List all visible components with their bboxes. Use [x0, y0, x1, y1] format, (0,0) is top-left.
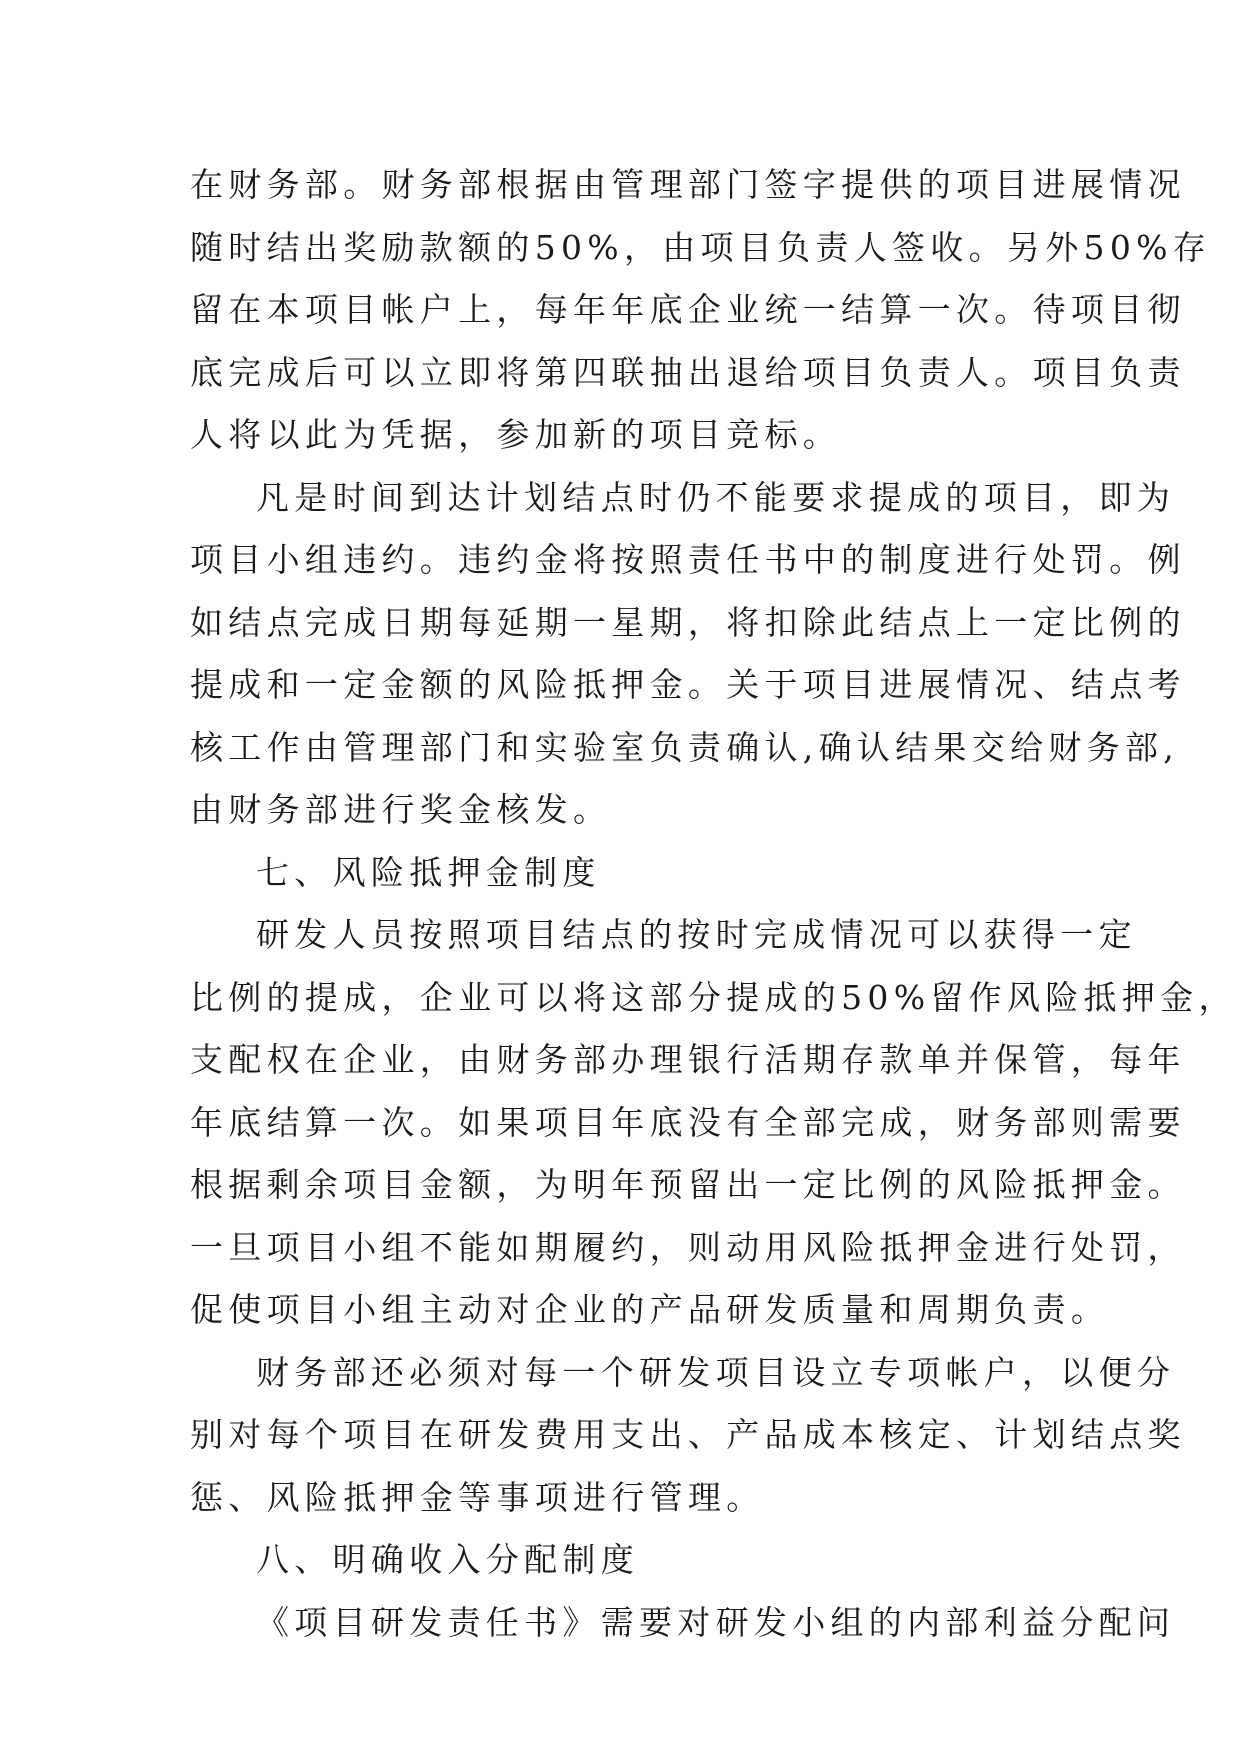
text-line: 随时结出奖励款额的50%，由项目负责人签收。另外50%存 — [190, 227, 1212, 267]
text-line: 惩、风险抵押金等事项进行管理。 — [190, 1477, 765, 1517]
text-line: 八、明确收入分配制度 — [256, 1540, 639, 1579]
text-line: 别对每个项目在研发费用支出、产品成本核定、计划结点奖 — [190, 1415, 1186, 1454]
text-line: 留在本项目帐户上，每年年底企业统一结算一次。待项目彻 — [190, 290, 1186, 329]
text-line: 由财务部进行奖金核发。 — [190, 790, 612, 829]
text-line: 底完成后可以立即将第四联抽出退给项目负责人。项目负责 — [190, 352, 1186, 392]
text-line: 支配权在企业，由财务部办理银行活期存款单并保管，每年 — [190, 1040, 1186, 1079]
text-line: 一旦项目小组不能如期履约，则动用风险抵押金进行处罚， — [190, 1227, 1186, 1267]
text-line: 七、风险抵押金制度 — [256, 852, 601, 892]
text-line: 核工作由管理部门和实验室负责确认,确认结果交给财务部, — [190, 727, 1180, 767]
text-line: 如结点完成日期每延期一星期，将扣除此结点上一定比例的 — [190, 602, 1186, 642]
text-line: 在财务部。财务部根据由管理部门签字提供的项目进展情况 — [190, 165, 1186, 204]
text-line: 人将以此为凭据，参加新的项目竞标。 — [190, 415, 842, 454]
text-line: 促使项目小组主动对企业的产品研发质量和周期负责。 — [190, 1290, 1110, 1329]
text-line: 提成和一定金额的风险抵押金。关于项目进展情况、结点考 — [190, 665, 1186, 704]
text-line: 年底结算一次。如果项目年底没有全部完成，财务部则需要 — [190, 1102, 1186, 1142]
document-body — [190, 154, 1237, 1654]
text-line: 《项目研发责任书》需要对研发小组的内部利益分配问 — [256, 1602, 1176, 1642]
text-line: 财务部还必须对每一个研发项目设立专项帐户，以便分 — [256, 1352, 1176, 1392]
text-line: 比例的提成，企业可以将这部分提成的50%留作风险抵押金， — [190, 977, 1237, 1017]
text-line: 研发人员按照项目结点的按时完成情况可以获得一定 — [256, 915, 1137, 954]
text-line: 凡是时间到达计划结点时仍不能要求提成的项目，即为 — [256, 477, 1176, 517]
text-line: 根据剩余项目金额，为明年预留出一定比例的风险抵押金。 — [190, 1165, 1186, 1204]
text-line: 项目小组违约。违约金将按照责任书中的制度进行处罚。例 — [190, 540, 1186, 579]
